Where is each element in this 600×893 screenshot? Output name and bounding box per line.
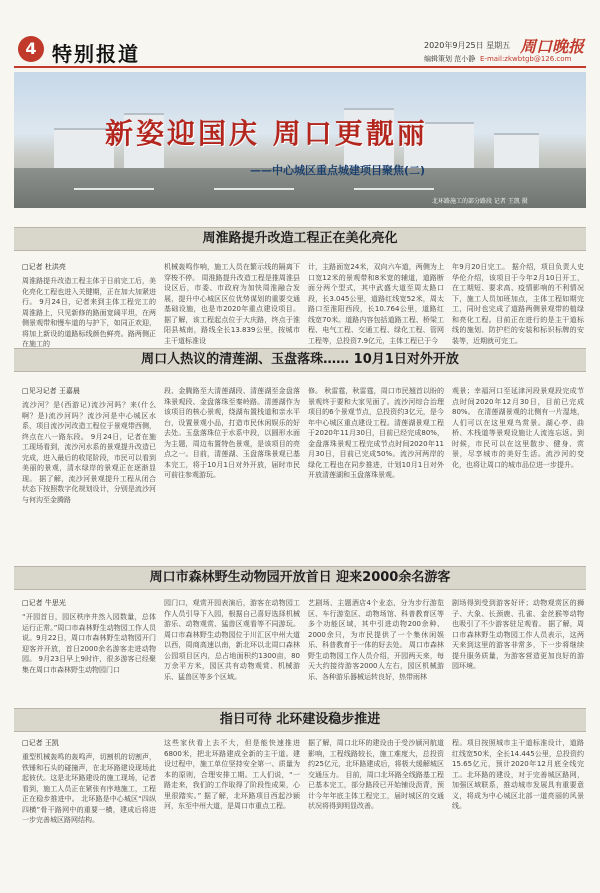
article-headline-bar	[14, 566, 586, 590]
section-title: 特别报道	[52, 42, 140, 66]
article-column: 修。 秋雷霆，秋雷霆，周口市民翘首以盼的景观终于要和大家见面了。流沙河综合治理项目的6个景观节点，总投资约3亿元，是今年中心城区重点建设工程。清莲湖景观工程于2020年11月30日，目前已经完成80%，金盘落珠景观工程完成节点时间2020年11月30日，目前已完成50%。流沙河两岸的绿化工程也在同步推进，计划10月1日对外开放清莲湖和玉盘落珠景观。	[308, 387, 444, 479]
article-column: 年9月20日完工。 据介绍，项目负责人史华伦介绍，该项目于今年2月10日开工，在工期短、要求高、疫情影响的不利情况下，施工人员加班加点，主体工程如期完工，同时也完成了道路两侧景观带的植绿和亮化工程。目前正在进行的是主干道标线的施划、防护栏的安装和标识标牌的安装等，近期就可完工。	[452, 263, 584, 345]
article-column: 艺剧场、主题酒店4个业态，分为步行游览区、车行游览区、动物场馆、科普教育区等多个功能区域，其中引进动物200余种、2000余只，为市民提供了一个集休闲娱乐、科普教育于一体的好去处。 周口市森林野生动物园工作人员介绍，开园两天来，每天大约接待游客2000人左右，园区机械游乐、各种游乐器械运转良好，热带雨林	[308, 599, 444, 681]
article-headline-bar	[14, 708, 586, 732]
article-column: 据了解，周口北环的建设由于受沙颍河航道影响，工程线路较长，施工难度大，总投资约25亿元，北环路建成后，将极大缓解城区交通压力。 目前，周口北环路全线路基工程已基本完工，部分路段已开始铺设沥青，预计今年年底主体工程完工，届时城区的交通状况将得到明显改善。	[308, 739, 444, 810]
article-column: 流沙河？是(西游记)流沙河吗？来(什么啊？是)流沙河吗？流沙河是中心城区水系，项目流沙河改造工程位于景观带西侧，终点在八一路东段。 9月24日，记者在施工现场看到，流沙河水系的景观提升改造已完成，进入最后的收尾阶段，市民可以看到美丽的景观，清水绿岸的景观正在逐渐显现。 据了解，流沙河景观提升工程从闭合状态下按照数字化规划设计，分别是流沙河与何沟至金腾路	[22, 401, 156, 504]
article-headline: 周口市森林野生动物园开放首日 迎来2000余名游客	[149, 570, 451, 585]
issue-date: 2020年9月25日 星期五	[424, 41, 511, 50]
newspaper-logo: 周口晚报	[520, 37, 585, 56]
article-byline: □记者 牛思光	[22, 599, 66, 607]
photo-credit: 北环路施工的部分路段 记者 王凯 摄	[432, 198, 528, 205]
article-column: 剧场得到受到游客好评；动物观赏区的狮子、大象、长颈鹿、孔雀、金丝猴等动物也吸引了不少游客驻足观看。 据了解，周口市森林野生动物园工作人员表示，这两天来到这里的游客非常多，下一步将继续提升服务质量，为游客营造更加良好的游园环境。	[452, 599, 584, 670]
article-headline-bar	[14, 227, 586, 251]
article-column: 这些家伙看上去不大，但是能快速推进6800米，把北环路建成全新的主干道。建设过程中，施工单位坚持安全第一、质量为本的原则，合理安排工期。工人们说，“一路走来，我们的工作取得了阶段性成果，心里很踏实。” 据了解，北环路项目西起沙颍河，东至中州大道，是周口市重点工程。	[164, 739, 300, 810]
article-column: 计，主路面宽24米，双向六车道，两侧为上口宽12米的景观带和8米宽的辅道，道路断面分两个型式，其中武盛大道至周太路口段，长3.045公里，道路红线宽52米，周太路口至淮阳西段，长10.764公里，道路红线宽70米。道路内容包括道路工程、桥梁工程、电气工程、交通工程、绿化工程、管网工程等，总投资7.9亿元，主体工程已于今	[308, 263, 444, 345]
contact-email: E-mail:zkwbtgb@126.com	[480, 55, 572, 63]
article-column: 园门口，观赏开园表演后，游客在动物园工作人员引导下入园，根据自己喜好选择机械游乐、动物观赏、猛兽区观看等不同游玩。 周口市森林野生动物园位于川汇区中州大道以西，周商高速以南，新北环以北周口森林公园项目区内，总占地面积约1300亩，80万余平方米，园区共有动物观赏、机械游乐、猛兽区等多个区域。	[164, 599, 300, 681]
article-column: 观景；幸福河口至延津河段景观段完成节点时间2020年12月30日，目前已完成80%。 在清莲湖景观的北侧有一片湿地，人们可以在这里观鸟赏景。湖心亭、曲桥、木栈道等景观设施让人流连忘返。到时候，市民可以在这里散步、健身、赏景，尽享城市的美好生活。流沙河的变化，也将让周口的城市品位进一步提升。	[452, 387, 584, 469]
article-column: 程。项目按照城市主干道标准设计，道路红线宽50米，全长14.445公里，总投资约15.65亿元，预计2020年12月底全线完工。北环路的建设，对于完善城区路网，加强区域联系，推动城市发展具有重要意义，将成为中心城区北部一道亮丽的风景线。	[452, 739, 584, 810]
article-headline-bar	[14, 348, 586, 372]
article-byline: □记者 王凯	[22, 739, 59, 747]
page-number-badge: 4	[18, 36, 44, 62]
article-column: 重型机械轰鸣的轰鸣声，切割机的切割声，铁锤和石头的碰撞声，在北环路建设现场此起彼伏。这是北环路建设的施工现场，记者看到，施工人员正在紧张有序地施工，工程正在稳步推进中。 北环路是中心城区“四纵四横”骨干路网中的重要一横，建成后将进一步完善城区路网结构。	[22, 753, 156, 824]
article-headline: 周淮路提升改造工程正在美化亮化	[202, 231, 398, 246]
article-column: 机械轰鸣作响，施工人员在繁示线的隔离下穿梭不停。 周淮路提升改造工程是推周淮县设区后，市委、市政府为加快周淮融合发展，提升中心城区区位优势谋划的重要交通基础设施，也是市2020年重点建设项目。 据了解，该工程起点位于大庆路，终点于淮阳县城南，路线全长13.839公里，按城市主干道标准设	[164, 263, 300, 345]
article-column: 周淮路提升改造工程主体于日前完工后，美化亮化工程也进入关键期，正在加大加紧进行。 9月24日，记者来到主体工程完工的周淮路上，只见新修的路面宽阔平坦，在两侧景观带和慢车道的与护下，如同正欢迎，将加上新设的道路标线颜色鲜亮。路两侧正在施工的	[22, 277, 156, 348]
editor-credit: 编辑策划 范小静	[424, 55, 476, 63]
article-byline: □记者 杜洪亮	[22, 263, 66, 271]
article-column: “开园首日，园区秩序井然入园数量，总体运行正常。”周口市森林野生动物园工作人员说。9月22日，周口市森林野生动物园开门迎客并开放，首日2000余名游客走进动物园。 9月23日早上9时许，很多游客已经聚集在周口市森林野生动物园门口	[22, 613, 156, 674]
hero-subtitle: ——中心城区重点城建项目聚焦(二)	[250, 164, 426, 177]
article-headline: 指日可待 北环建设稳步推进	[219, 712, 381, 727]
article-byline: □见习记者 王嘉晨	[22, 387, 80, 395]
header-divider	[14, 66, 586, 68]
article-headline: 周口人热议的清莲湖、玉盘落珠…… 10月1日对外开放	[141, 352, 459, 367]
hero-title: 新姿迎国庆 周口更靓丽	[105, 117, 428, 150]
article-column: 段、金腾路至大清莲湖段、清莲湖至金盘落珠景观段、金盘落珠至秦岭路。清莲湖作为该项目的核心景观，绕湖布置栈道和亲水平台，设置景观小品，打造市民休闲娱乐的好去处。玉盘落珠位于水系中段，以圆形水面为主题，周边布置特色景观，是该项目的亮点之一。目前，清莲湖、玉盘落珠景观已基本完工，将于10月1日对外开放，届时市民可前往参观游玩。	[164, 387, 300, 479]
page-header	[0, 0, 600, 70]
